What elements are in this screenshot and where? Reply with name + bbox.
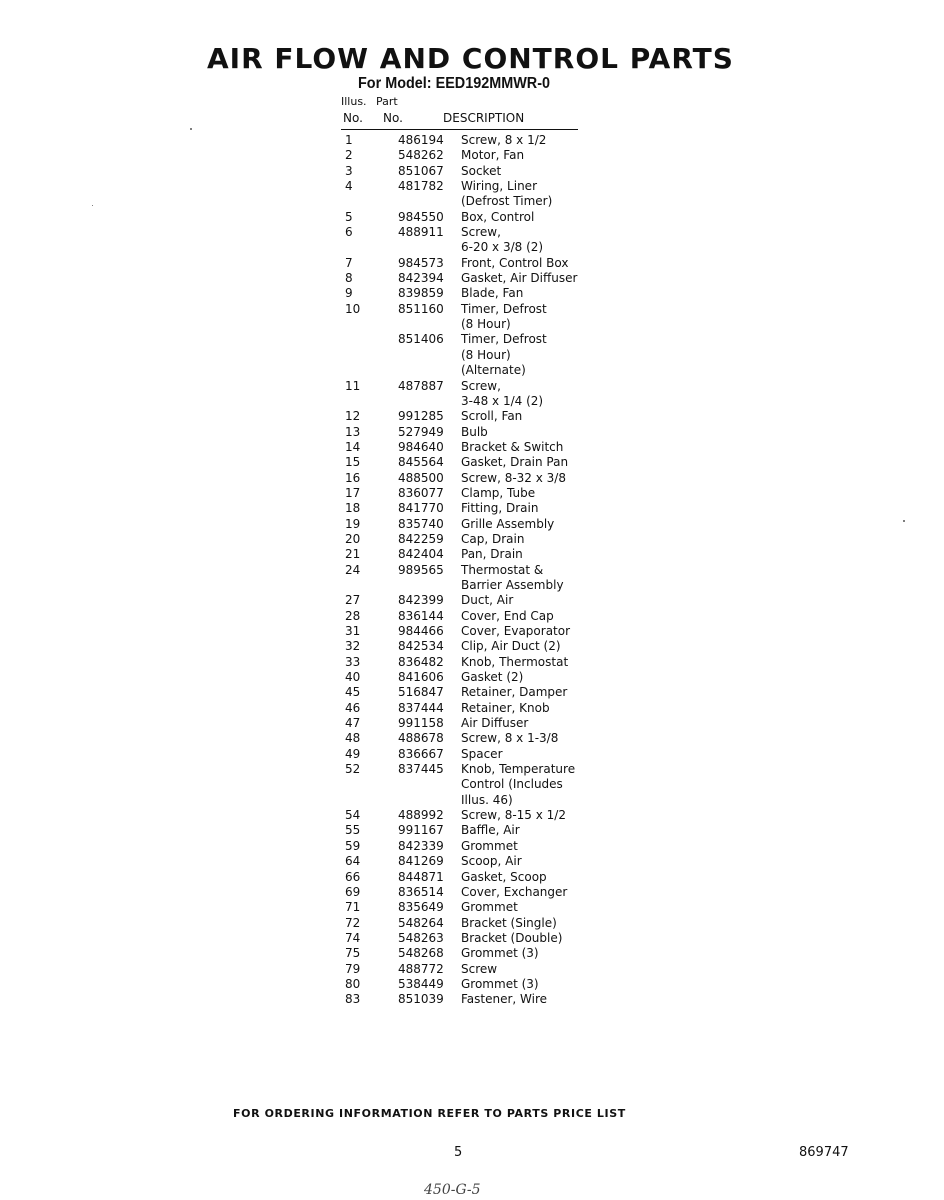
- illus-number: 9: [345, 286, 353, 301]
- table-row: [341, 133, 581, 148]
- table-row: [341, 563, 581, 594]
- illus-number: 59: [345, 838, 361, 853]
- illus-number: 6: [345, 225, 353, 240]
- table-row: [341, 517, 581, 532]
- part-description: Screw: [461, 961, 498, 976]
- illus-number: 46: [345, 700, 361, 715]
- document-number: 869747: [799, 1145, 849, 1160]
- part-number: 991158: [398, 716, 444, 731]
- part-description: Knob, Temperature Control (Includes Illus. 46): [461, 762, 576, 807]
- part-description: Socket: [461, 163, 502, 178]
- part-number: 984573: [398, 255, 444, 270]
- table-row: [341, 271, 581, 286]
- part-description: Timer, Defrost (8 Hour): [461, 301, 547, 332]
- part-number: 851039: [398, 992, 444, 1007]
- illus-number: 3: [345, 163, 353, 178]
- table-row: [341, 854, 581, 869]
- part-description: Gasket, Scoop: [461, 869, 547, 884]
- part-description: Retainer, Damper: [461, 685, 568, 700]
- part-number: 488678: [398, 731, 444, 746]
- illus-number: 52: [345, 762, 361, 777]
- model-subtitle: For Model: EED192MMWR-0: [358, 75, 551, 92]
- illus-number: 18: [345, 501, 361, 516]
- table-row: [341, 486, 581, 501]
- column-header-illus: Illus.: [341, 95, 367, 108]
- illus-number: 12: [345, 409, 361, 424]
- illus-number: 32: [345, 639, 361, 654]
- table-row: [341, 916, 581, 931]
- part-number: 836077: [398, 485, 444, 500]
- scan-speck: [190, 128, 192, 130]
- part-description: Pan, Drain: [461, 547, 523, 562]
- part-number: 488772: [398, 961, 444, 976]
- part-number: 548268: [398, 946, 444, 961]
- part-description: Screw, 8 x 1/2: [461, 133, 547, 147]
- part-description: Gasket (2): [461, 670, 524, 685]
- part-number: 548263: [398, 930, 444, 945]
- table-row: [341, 286, 581, 301]
- table-row: [341, 670, 581, 685]
- table-row: [341, 992, 581, 1007]
- illus-number: 8: [345, 271, 353, 286]
- illus-number: 15: [345, 455, 361, 470]
- part-description: Scroll, Fan: [461, 409, 523, 424]
- table-row: [341, 900, 581, 915]
- part-number: 989565: [398, 562, 444, 577]
- illus-number: 27: [345, 593, 361, 608]
- table-row: [341, 440, 581, 455]
- table-row: [341, 471, 581, 486]
- table-row: [341, 946, 581, 961]
- table-row: [341, 148, 581, 163]
- table-row: [341, 870, 581, 885]
- table-row: [341, 256, 581, 271]
- part-description: Duct, Air: [461, 593, 514, 608]
- illus-number: 72: [345, 915, 361, 930]
- part-description: Screw, 8-15 x 1/2: [461, 808, 566, 823]
- table-row: [341, 762, 581, 808]
- table-row: [341, 747, 581, 762]
- part-description: Wiring, Liner (Defrost Timer): [461, 179, 553, 209]
- table-row: [341, 823, 581, 838]
- part-number: 836144: [398, 608, 444, 623]
- illus-number: 10: [345, 301, 361, 316]
- part-number: 841770: [398, 501, 444, 516]
- part-number: 538449: [398, 976, 444, 991]
- illus-number: 49: [345, 746, 361, 761]
- part-number: 836514: [398, 884, 444, 899]
- illus-number: 4: [345, 179, 353, 194]
- column-header-part: Part: [376, 95, 398, 108]
- part-description: Cover, End Cap: [461, 608, 554, 623]
- part-number: 481782: [398, 179, 444, 194]
- page-title: AIR FLOW AND CONTROL PARTS: [207, 42, 734, 75]
- table-row: [341, 701, 581, 716]
- illus-number: 55: [345, 823, 361, 838]
- illus-number: 45: [345, 685, 361, 700]
- part-description: Clip, Air Duct (2): [461, 639, 561, 654]
- table-row: [341, 885, 581, 900]
- part-number: 835740: [398, 516, 444, 531]
- part-number: 516847: [398, 685, 444, 700]
- illus-number: 17: [345, 485, 361, 500]
- table-row: [341, 532, 581, 547]
- part-description: Blade, Fan: [461, 286, 524, 301]
- part-description: Grommet (3): [461, 946, 539, 961]
- part-number: 548264: [398, 915, 444, 930]
- part-number: 837444: [398, 700, 444, 715]
- illus-number: 14: [345, 439, 361, 454]
- table-row: [341, 731, 581, 746]
- part-number: 835649: [398, 900, 444, 915]
- table-row: [341, 716, 581, 731]
- column-header-bottom: [341, 111, 578, 130]
- table-row: [341, 685, 581, 700]
- column-header-illus-no: No.: [343, 111, 363, 125]
- table-row: [341, 332, 581, 378]
- part-number: 851406: [398, 332, 444, 347]
- part-description: Thermostat & Barrier Assembly: [461, 562, 564, 592]
- illus-number: 79: [345, 961, 361, 976]
- part-description: Motor, Fan: [461, 148, 525, 163]
- illus-number: 40: [345, 670, 361, 685]
- parts-rows: [341, 133, 581, 1008]
- part-description: Baffle, Air: [461, 823, 520, 838]
- part-number: 842259: [398, 531, 444, 546]
- part-number: 991167: [398, 823, 444, 838]
- part-description: Cover, Evaporator: [461, 624, 571, 638]
- illus-number: 71: [345, 900, 361, 915]
- table-row: [341, 655, 581, 670]
- table-row: [341, 977, 581, 992]
- table-row: [341, 639, 581, 654]
- parts-list: [341, 94, 581, 1008]
- table-row: [341, 179, 581, 210]
- part-description: Fastener, Wire: [461, 992, 548, 1007]
- table-row: [341, 425, 581, 440]
- part-number: 842339: [398, 838, 444, 853]
- illus-number: 11: [345, 378, 361, 393]
- handwritten-note: 450-G-5: [424, 1182, 481, 1198]
- part-description: Bracket (Single): [461, 915, 557, 930]
- part-number: 842404: [398, 547, 444, 562]
- part-description: Grommet (3): [461, 976, 539, 991]
- part-number: 841606: [398, 670, 444, 685]
- illus-number: 5: [345, 209, 353, 224]
- part-description: Bulb: [461, 424, 488, 439]
- column-header-top: [341, 94, 581, 111]
- table-row: [341, 931, 581, 946]
- part-description: Bracket (Double): [461, 930, 563, 945]
- part-number: 984466: [398, 624, 444, 638]
- column-header-description: DESCRIPTION: [443, 111, 525, 125]
- illus-number: 24: [345, 562, 361, 577]
- part-number: 845564: [398, 455, 444, 470]
- part-number: 488992: [398, 808, 444, 823]
- table-row: [341, 624, 581, 639]
- part-number: 842394: [398, 271, 444, 286]
- part-number: 844871: [398, 869, 444, 884]
- table-row: [341, 808, 581, 823]
- table-row: [341, 409, 581, 424]
- page-number: 5: [454, 1145, 463, 1160]
- illus-number: 80: [345, 976, 361, 991]
- part-description: Scoop, Air: [461, 854, 522, 869]
- illus-number: 74: [345, 930, 361, 945]
- part-description: Spacer: [461, 746, 503, 761]
- column-header-part-no: No.: [383, 111, 403, 125]
- table-row: [341, 501, 581, 516]
- scan-speck: [92, 205, 93, 206]
- table-row: [341, 302, 581, 333]
- part-description: Screw, 6-20 x 3/8 (2): [461, 225, 544, 255]
- part-number: 851160: [398, 301, 444, 316]
- illus-number: 64: [345, 854, 361, 869]
- illus-number: 66: [345, 869, 361, 884]
- part-description: Grille Assembly: [461, 516, 555, 531]
- part-description: Gasket, Air Diffuser: [461, 271, 578, 286]
- part-description: Gasket, Drain Pan: [461, 455, 569, 470]
- part-number: 527949: [398, 424, 444, 439]
- part-number: 836482: [398, 654, 444, 669]
- ordering-note: FOR ORDERING INFORMATION REFER TO PARTS PRICE LIST: [233, 1107, 626, 1120]
- illus-number: 47: [345, 716, 361, 731]
- part-description: Bracket & Switch: [461, 439, 564, 454]
- part-description: Knob, Thermostat: [461, 654, 569, 669]
- part-number: 842399: [398, 593, 444, 608]
- part-number: 991285: [398, 409, 444, 424]
- part-number: 837445: [398, 762, 444, 777]
- part-description: Retainer, Knob: [461, 700, 550, 715]
- part-description: Fitting, Drain: [461, 501, 539, 516]
- part-number: 488911: [398, 225, 444, 240]
- part-description: Grommet: [461, 900, 518, 915]
- illus-number: 83: [345, 992, 361, 1007]
- table-row: [341, 962, 581, 977]
- part-number: 842534: [398, 639, 444, 654]
- part-number: 836667: [398, 746, 444, 761]
- part-number: 984550: [398, 209, 444, 224]
- illus-number: 31: [345, 624, 361, 638]
- table-row: [341, 839, 581, 854]
- illus-number: 48: [345, 731, 361, 746]
- part-number: 486194: [398, 133, 444, 147]
- illus-number: 69: [345, 884, 361, 899]
- illus-number: 28: [345, 608, 361, 623]
- table-row: [341, 210, 581, 225]
- part-number: 984640: [398, 439, 444, 454]
- part-number: 548262: [398, 148, 444, 163]
- part-number: 839859: [398, 286, 444, 301]
- table-row: [341, 379, 581, 410]
- part-description: Cover, Exchanger: [461, 884, 568, 899]
- part-description: Timer, Defrost (8 Hour) (Alternate): [461, 332, 547, 378]
- part-number: 841269: [398, 854, 444, 869]
- illus-number: 13: [345, 424, 361, 439]
- illus-number: 19: [345, 516, 361, 531]
- table-row: [341, 455, 581, 470]
- illus-number: 7: [345, 255, 353, 270]
- part-number: 488500: [398, 470, 444, 485]
- part-description: Grommet: [461, 838, 518, 853]
- illus-number: 20: [345, 531, 361, 546]
- illus-number: 16: [345, 470, 361, 485]
- illus-number: 33: [345, 654, 361, 669]
- part-description: Air Diffuser: [461, 716, 529, 731]
- illus-number: 21: [345, 547, 361, 562]
- illus-number: 54: [345, 808, 361, 823]
- part-description: Screw, 8 x 1-3/8: [461, 731, 559, 746]
- table-row: [341, 225, 581, 256]
- illus-number: 75: [345, 946, 361, 961]
- part-number: 851067: [398, 163, 444, 178]
- table-row: [341, 164, 581, 179]
- scan-speck: [903, 520, 905, 522]
- part-description: Screw, 3-48 x 1/4 (2): [461, 378, 544, 408]
- part-description: Front, Control Box: [461, 255, 569, 270]
- part-description: Screw, 8-32 x 3/8: [461, 470, 566, 485]
- part-description: Box, Control: [461, 209, 535, 224]
- table-row: [341, 593, 581, 608]
- illus-number: 2: [345, 148, 353, 163]
- part-number: 487887: [398, 378, 444, 393]
- table-row: [341, 547, 581, 562]
- part-description: Clamp, Tube: [461, 485, 536, 500]
- part-description: Cap, Drain: [461, 531, 525, 546]
- illus-number: 1: [345, 133, 353, 147]
- table-row: [341, 609, 581, 624]
